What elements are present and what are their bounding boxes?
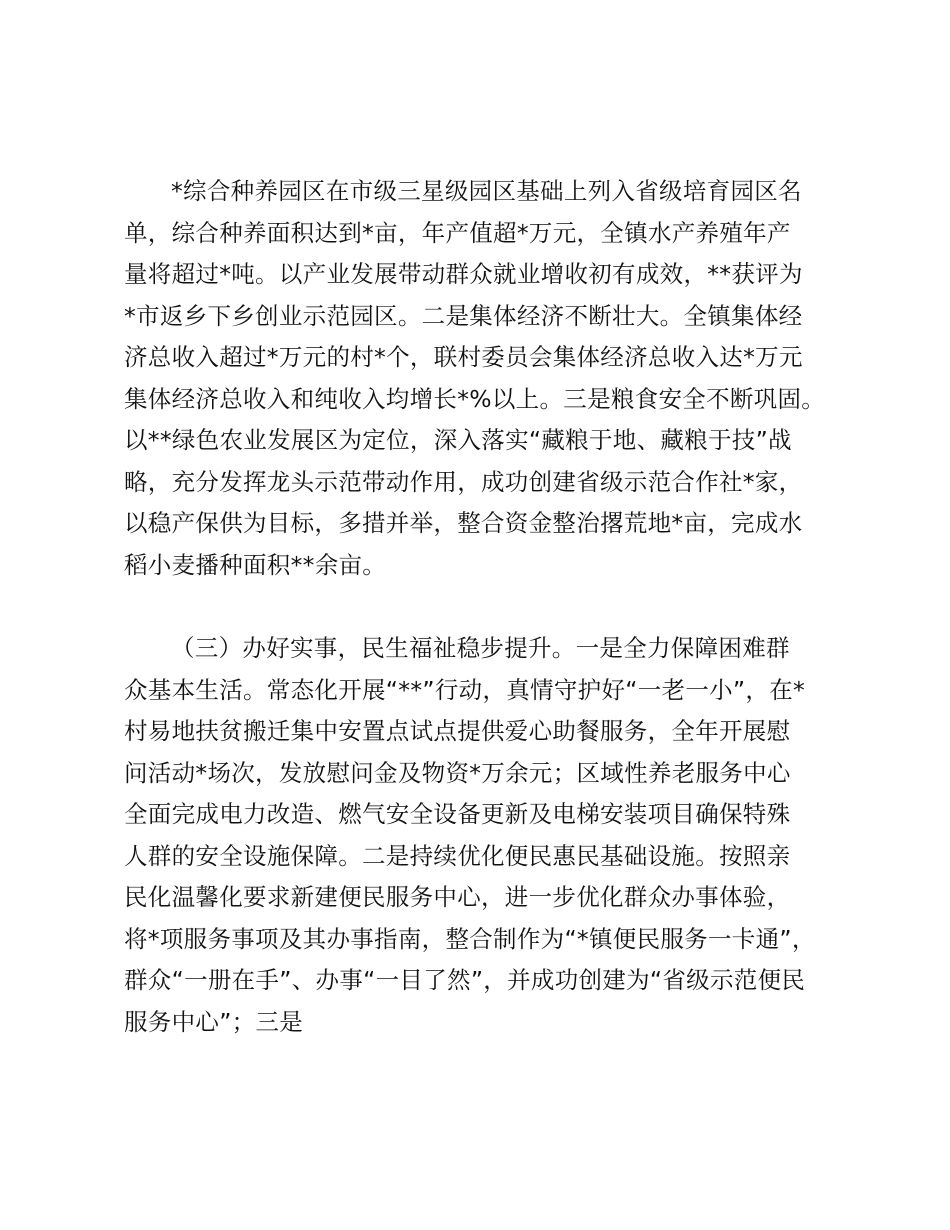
- text-line: 集体经济总收入和纯收入均增长*%以上。三是粮食安全不断巩固。: [124, 384, 826, 413]
- text-line: *综合种养园区在市级三星级园区基础上列入省级培育园区名: [171, 177, 802, 205]
- text-line: 以**绿色农业发展区为定位，深入落实“藏粮于地、藏粮于技”战: [124, 426, 792, 454]
- text-line: 全面完成电力改造、燃气安全设备更新及电梯安装项目确保特殊: [124, 800, 791, 828]
- text-line: 服务中心”；三是: [124, 1007, 304, 1036]
- text-line: 村易地扶贫搬迁集中安置点试点提供爱心助餐服务，全年开展慰: [124, 717, 791, 745]
- text-line: 人群的安全设施保障。二是持续优化便民惠民基础设施。按照亲: [124, 841, 791, 870]
- text-line: （三）办好实事，民生福祉稳步提升。一是全力保障困难群: [171, 634, 790, 662]
- text-line: 众基本生活。常态化开展“**”行动，真情守护好“一老一小”，在*: [124, 675, 806, 704]
- paragraph-1: [124, 171, 836, 586]
- text-line: 以稳产保供为目标，多措并举，整合资金整治撂荒地*亩，完成水: [124, 509, 803, 537]
- text-line: 济总收入超过*万元的村*个，联村委员会集体经济总收入达*万元: [124, 343, 803, 371]
- text-line: 群众“一册在手”、办事“一目了然”，并成功创建为“省级示范便民: [124, 966, 806, 994]
- text-line: 将*项服务事项及其办事指南，整合制作为“*镇便民服务一卡通”，: [124, 924, 816, 953]
- text-line: *市返乡下乡创业示范园区。二是集体经济不断壮大。全镇集体经: [124, 301, 803, 330]
- text-line: 民化温馨化要求新建便民服务中心，进一步优化群众办事体验，: [124, 883, 791, 911]
- paragraph-2: [124, 628, 836, 1043]
- text-line: 略，充分发挥龙头示范带动作用，成功创建省级示范合作社*家，: [124, 467, 803, 496]
- text-line: 稻小麦播种面积**余亩。: [124, 550, 387, 579]
- text-line: 单，综合种养面积达到*亩，年产值超*万元，全镇水产养殖年产: [124, 218, 791, 247]
- text-line: 问活动*场次，发放慰问金及物资*万余元；区域性养老服务中心: [124, 758, 791, 787]
- text-line: 量将超过*吨。以产业发展带动群众就业增收初有成效，**获评为: [124, 260, 803, 288]
